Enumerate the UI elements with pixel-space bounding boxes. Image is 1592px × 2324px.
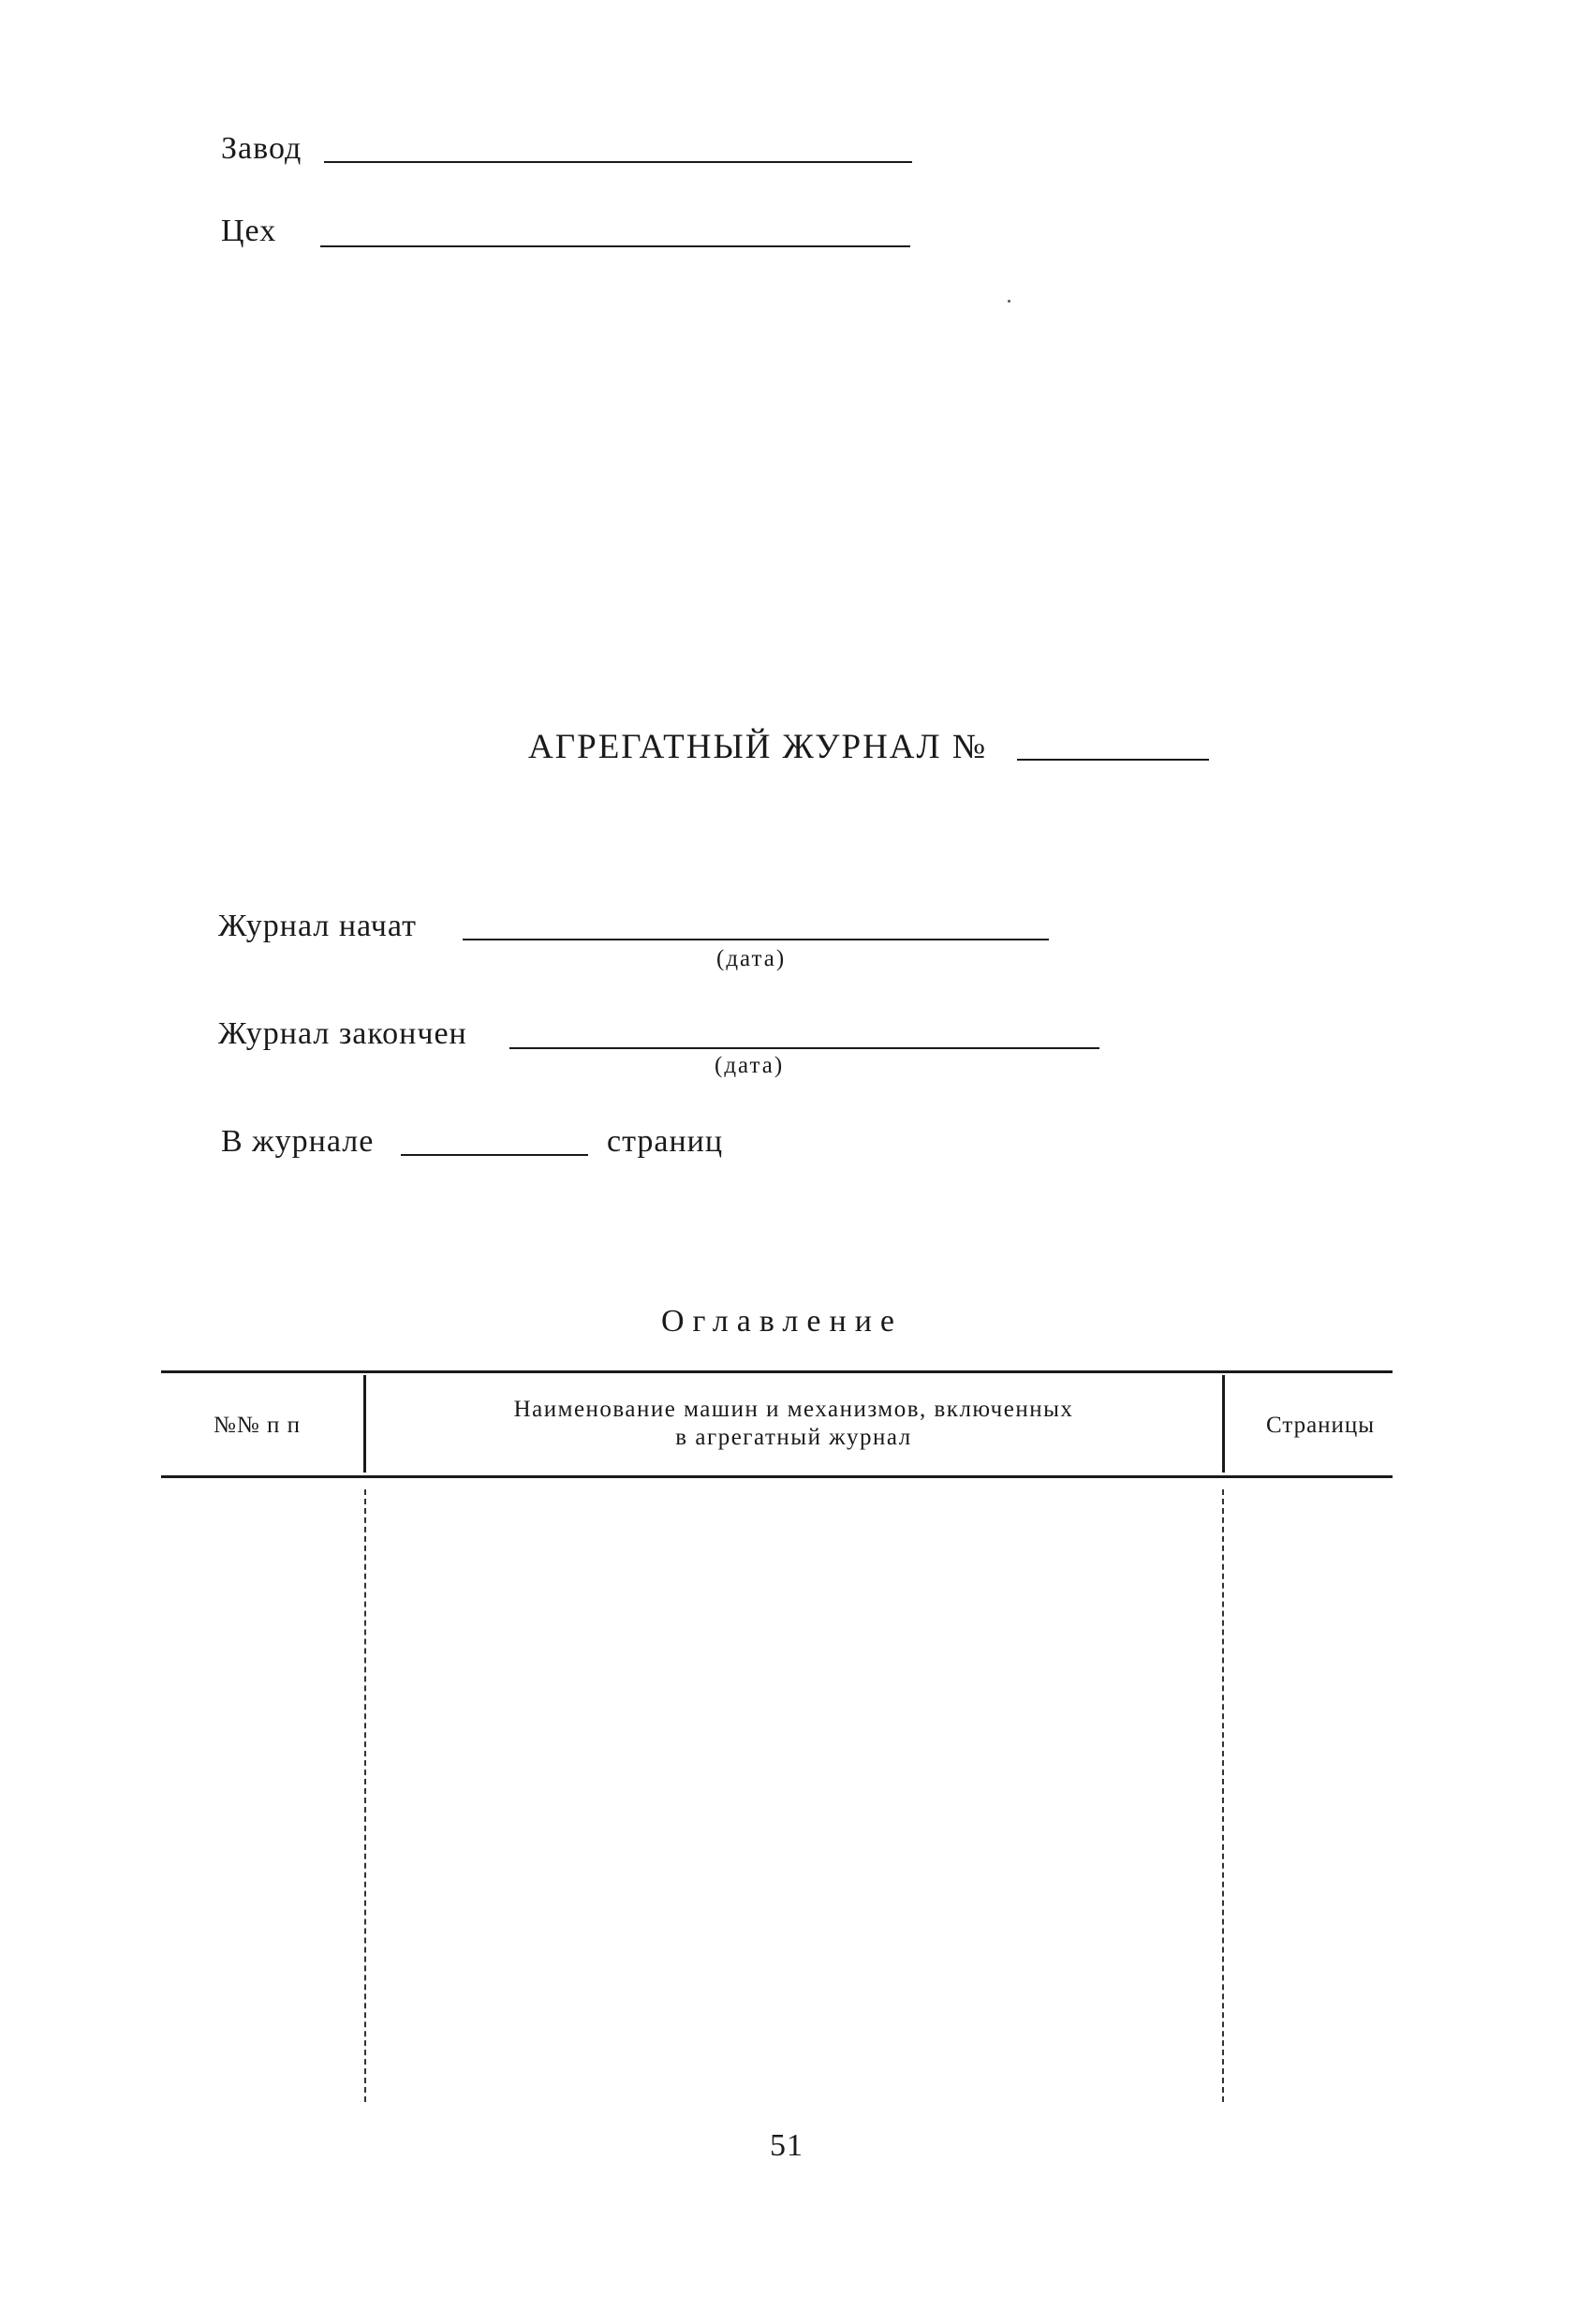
journal-finished-caption: (дата) xyxy=(715,1053,785,1078)
page-number: 51 xyxy=(770,2128,803,2163)
toc-header-rule xyxy=(161,1475,1393,1478)
plant-label: Завод xyxy=(221,131,302,166)
journal-title: АГРЕГАТНЫЙ ЖУРНАЛ № xyxy=(528,728,988,766)
pages-suffix-label: страниц xyxy=(607,1124,724,1159)
col-header-name-line1: Наименование машин и механизмов, включенных xyxy=(513,1397,1074,1422)
toc-title: Оглавление xyxy=(661,1304,903,1339)
journal-finished-field[interactable] xyxy=(509,1047,1099,1049)
shop-field[interactable] xyxy=(320,245,910,247)
journal-started-label: Журнал начат xyxy=(218,909,417,943)
toc-divider-left-header xyxy=(363,1375,366,1473)
col-header-name xyxy=(375,1396,1213,1452)
journal-started-field[interactable] xyxy=(463,939,1049,940)
toc-top-rule xyxy=(161,1370,1393,1373)
pages-prefix-label: В журнале xyxy=(221,1124,375,1159)
journal-finished-label: Журнал закончен xyxy=(218,1016,467,1051)
journal-number-field[interactable] xyxy=(1017,759,1209,761)
col-header-pages: Страницы xyxy=(1266,1413,1376,1438)
journal-started-caption: (дата) xyxy=(716,946,787,971)
col-header-name-line2: в агрегатный журнал xyxy=(675,1425,912,1450)
pages-count-field[interactable] xyxy=(401,1154,588,1156)
plant-field[interactable] xyxy=(324,161,912,163)
toc-divider-left-body xyxy=(364,1489,366,2102)
shop-label: Цех xyxy=(221,214,277,248)
toc-divider-right-body xyxy=(1222,1489,1224,2102)
toc-divider-right-header xyxy=(1222,1375,1225,1473)
col-header-number: №№ п п xyxy=(214,1413,301,1438)
scan-speck xyxy=(1008,300,1010,303)
